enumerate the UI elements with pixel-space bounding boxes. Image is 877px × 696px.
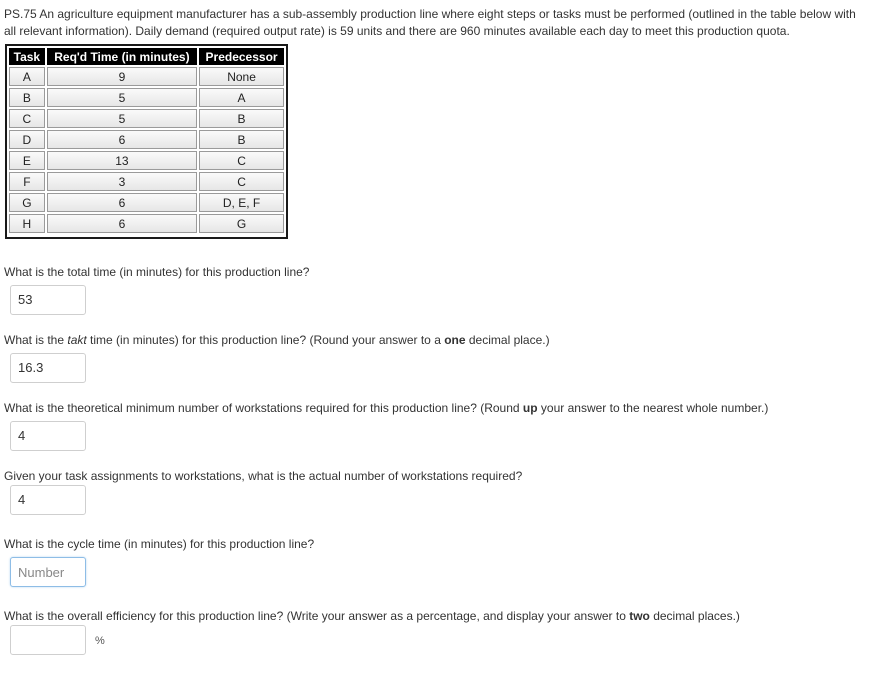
header-predecessor: Predecessor (199, 48, 284, 65)
cell-predecessor: C (199, 151, 284, 170)
percent-unit: % (95, 635, 105, 647)
table-row (9, 214, 284, 233)
task-table (7, 46, 286, 235)
q2-text-c: decimal place.) (465, 333, 550, 347)
cell-task: C (9, 109, 45, 128)
cell-time: 5 (47, 88, 197, 107)
question-cycle-time: What is the cycle time (in minutes) for this production line? (4, 537, 315, 551)
header-task: Task (9, 48, 45, 65)
cell-predecessor: D, E, F (199, 193, 284, 212)
q3-text-b: your answer to the nearest whole number.) (537, 401, 769, 415)
table-row (9, 193, 284, 212)
q6-text-b: decimal places.) (649, 609, 740, 623)
cell-time: 6 (47, 214, 197, 233)
table-row (9, 130, 284, 149)
header-time: Req'd Time (in minutes) (47, 48, 197, 65)
q6-bold-two: two (629, 609, 650, 623)
task-table-container (5, 44, 288, 239)
cell-time: 6 (47, 130, 197, 149)
table-row (9, 151, 284, 170)
cell-time: 5 (47, 109, 197, 128)
cell-predecessor: G (199, 214, 284, 233)
q2-text-a: What is the (4, 333, 68, 347)
q6-text-a: What is the overall efficiency for this production line? (Write your answer as a percentage, and display your answer to (4, 609, 630, 623)
cycle-time-input[interactable] (10, 557, 86, 587)
q3-bold-up: up (522, 401, 538, 415)
question-total-time: What is the total time (in minutes) for this production line? (4, 265, 310, 279)
question-takt-time (4, 333, 550, 347)
cell-task: E (9, 151, 45, 170)
table-row (9, 88, 284, 107)
cell-predecessor: C (199, 172, 284, 191)
cell-task: B (9, 88, 45, 107)
q3-text-a: What is the theoretical minimum number of workstations required for this production line? (Round (4, 401, 523, 415)
q2-bold-one: one (444, 333, 466, 347)
table-header-row (9, 48, 284, 65)
q2-takt-emphasis: takt (67, 333, 87, 347)
total-time-answer[interactable]: 53 (10, 285, 86, 315)
cell-time: 6 (47, 193, 197, 212)
table-row (9, 109, 284, 128)
cell-task: G (9, 193, 45, 212)
cell-task: A (9, 67, 45, 86)
actual-workstations-answer[interactable]: 4 (10, 485, 86, 515)
cell-predecessor: B (199, 130, 284, 149)
cell-predecessor: None (199, 67, 284, 86)
cell-time: 9 (47, 67, 197, 86)
cell-predecessor: A (199, 88, 284, 107)
table-row (9, 67, 284, 86)
question-overall-efficiency (4, 609, 740, 623)
cell-task: H (9, 214, 45, 233)
question-theoretical-workstations (4, 401, 768, 415)
theoretical-workstations-answer[interactable]: 4 (10, 421, 86, 451)
q2-text-b: time (in minutes) for this production line? (Round your answer to a (86, 333, 445, 347)
efficiency-answer[interactable] (10, 625, 86, 655)
question-actual-workstations: Given your task assignments to workstations, what is the actual number of workstations required? (4, 469, 523, 483)
table-row (9, 172, 284, 191)
takt-time-answer[interactable]: 16.3 (10, 353, 86, 383)
problem-statement: PS.75 An agriculture equipment manufacturer has a sub-assembly production line where eight steps or tasks must be performed (outlined in the table below with all relevant information). Daily demand (required output rate) is 59 units and there are 960 minutes available each day to meet this production quota. (4, 7, 856, 38)
cell-predecessor: B (199, 109, 284, 128)
cell-time: 3 (47, 172, 197, 191)
cell-task: F (9, 172, 45, 191)
cell-task: D (9, 130, 45, 149)
cell-time: 13 (47, 151, 197, 170)
